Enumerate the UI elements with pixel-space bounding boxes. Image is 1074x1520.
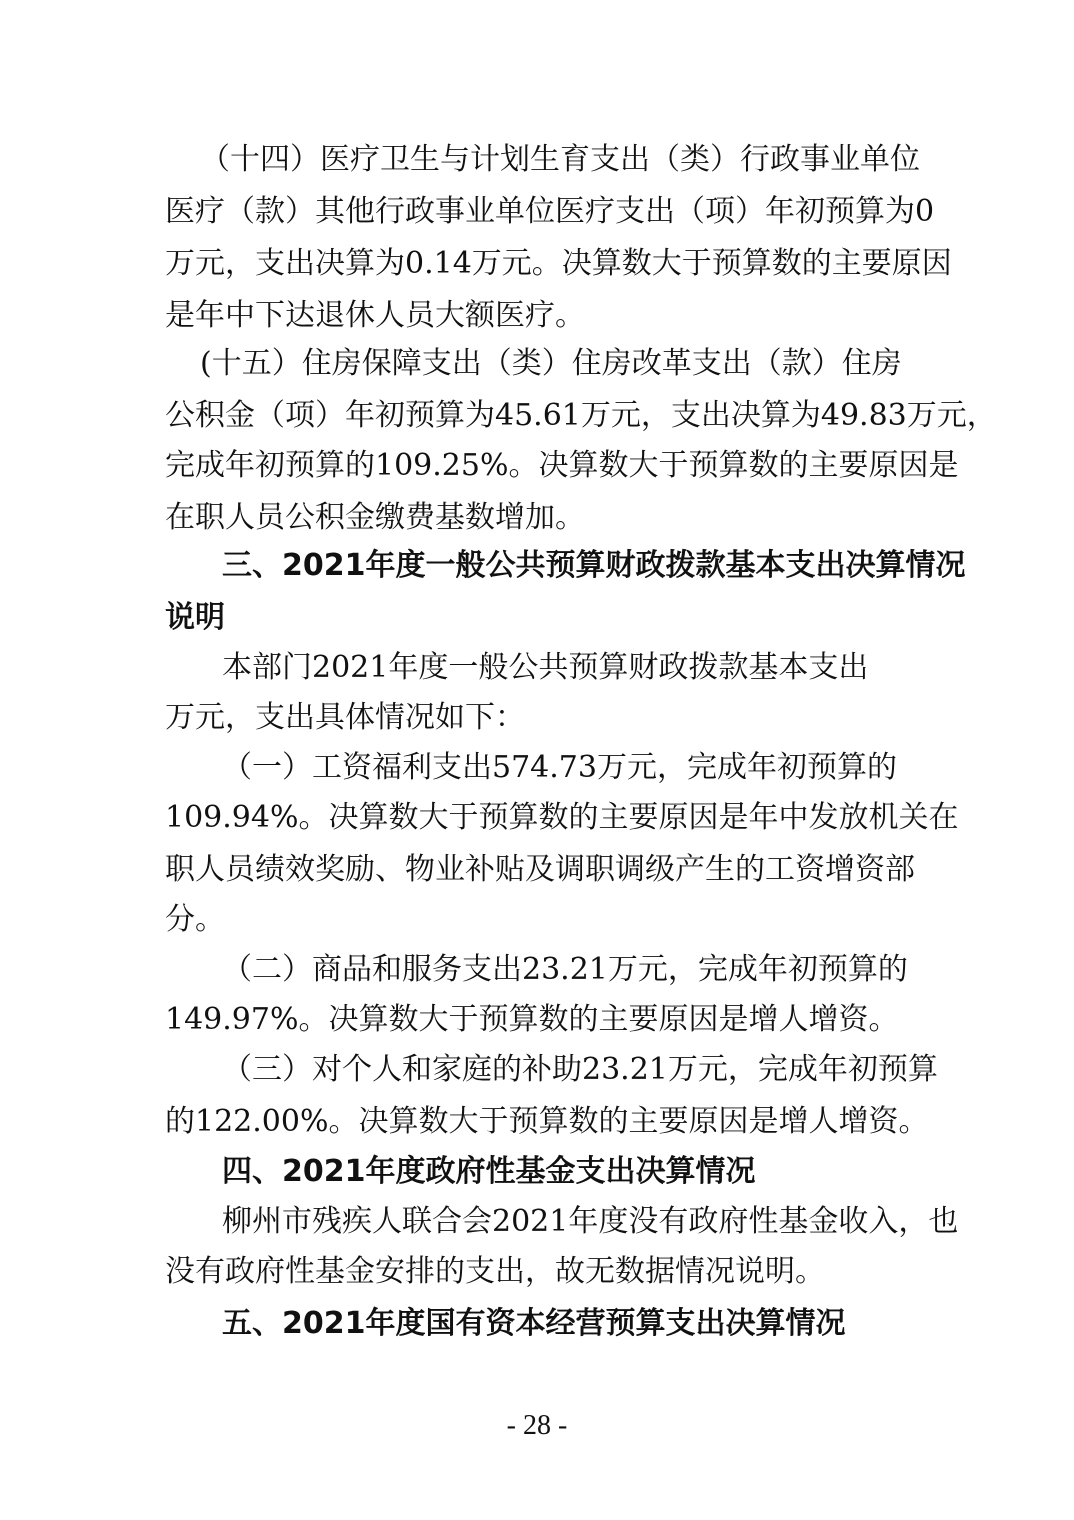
item-1-line-4: 分。 [165, 902, 225, 937]
item-1-line-1: （一）工资福利支出574.73万元，完成年初预算的 [222, 750, 897, 785]
item-2-line-2: 149.97%。决算数大于预算数的主要原因是增人增资。 [165, 1002, 899, 1037]
paragraph-14-line-3: 万元，支出决算为0.14万元。决算数大于预算数的主要原因 [165, 246, 952, 281]
item-2-line-1: （二）商品和服务支出23.21万元，完成年初预算的 [222, 952, 908, 987]
paragraph-15-line-1: (十五）住房保障支出（类）住房改革支出（款）住房 [200, 346, 902, 381]
item-1-line-3: 职人员绩效奖励、物业补贴及调职调级产生的工资增资部 [165, 852, 915, 887]
paragraph-15-line-4: 在职人员公积金缴费基数增加。 [165, 500, 585, 535]
section-3-heading-line-1: 三、2021年度一般公共预算财政拨款基本支出决算情况 [222, 548, 966, 583]
item-1-line-2: 109.94%。决算数大于预算数的主要原因是年中发放机关在 [165, 800, 959, 835]
section-4-heading: 四、2021年度政府性基金支出决算情况 [222, 1154, 756, 1189]
section-3-intro-line-2: 万元，支出具体情况如下： [165, 700, 525, 735]
section-4-body-line-1: 柳州市残疾人联合会2021年度没有政府性基金收入，也 [222, 1204, 959, 1239]
paragraph-14-line-1: （十四）医疗卫生与计划生育支出（类）行政事业单位 [200, 142, 920, 177]
section-4-body-line-2: 没有政府性基金安排的支出，故无数据情况说明。 [165, 1254, 825, 1289]
paragraph-14-line-2: 医疗（款）其他行政事业单位医疗支出（项）年初预算为0 [165, 194, 935, 229]
section-3-heading-line-2: 说明 [165, 600, 225, 635]
item-3-line-2: 的122.00%。决算数大于预算数的主要原因是增人增资。 [165, 1104, 929, 1139]
section-5-heading: 五、2021年度国有资本经营预算支出决算情况 [222, 1306, 846, 1341]
paragraph-15-line-2: 公积金（项）年初预算为45.61万元，支出决算为49.83万元， [165, 398, 997, 433]
page-number: - 28 - [506, 1410, 568, 1441]
item-3-line-1: （三）对个人和家庭的补助23.21万元，完成年初预算 [222, 1052, 938, 1087]
paragraph-15-line-3: 完成年初预算的109.25%。决算数大于预算数的主要原因是 [165, 448, 959, 483]
paragraph-14-line-4: 是年中下达退休人员大额医疗。 [165, 298, 585, 333]
section-3-intro-line-1: 本部门2021年度一般公共预算财政拨款基本支出 [222, 650, 869, 685]
